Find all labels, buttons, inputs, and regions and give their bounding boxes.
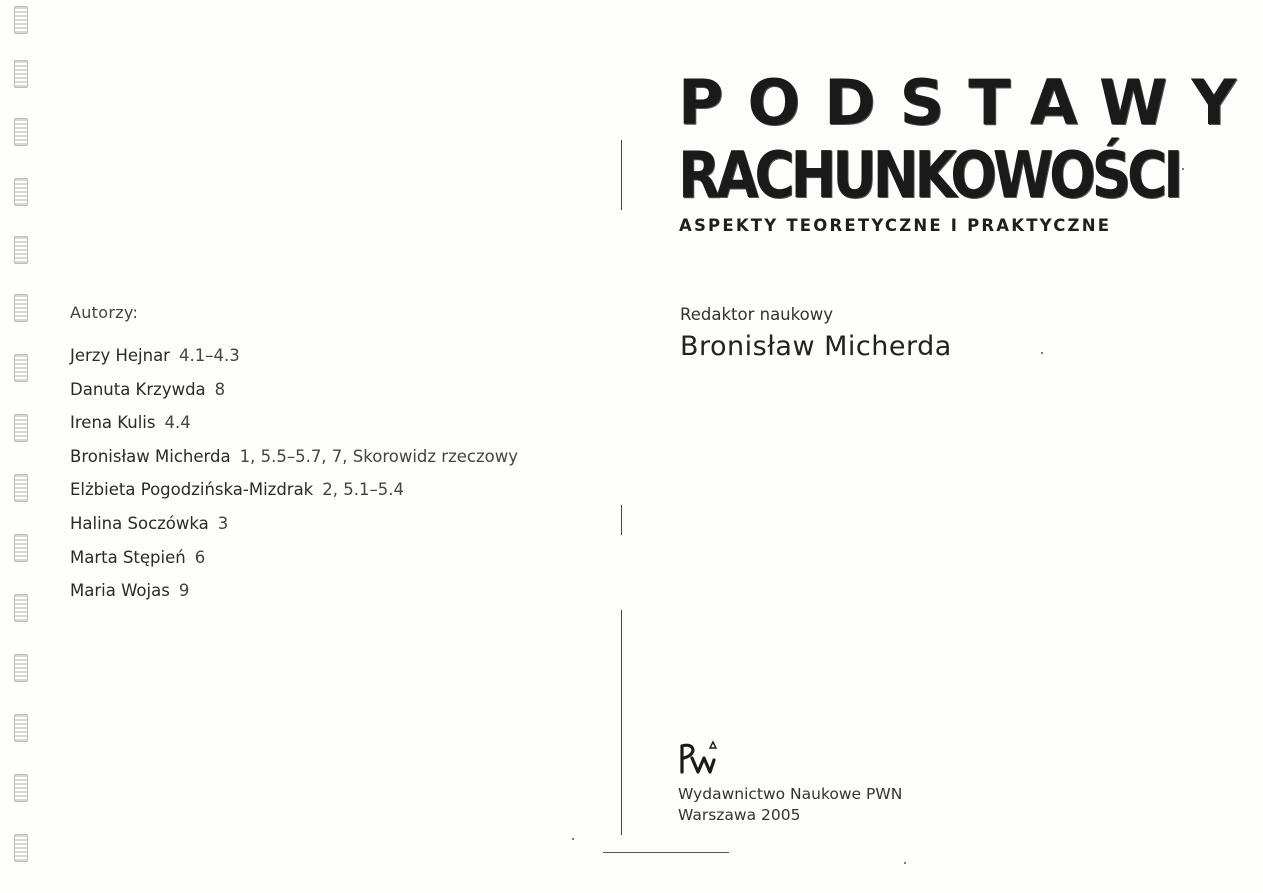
author-row — [70, 480, 518, 514]
author-row — [70, 447, 518, 481]
author-name: Bronisław Micherda — [70, 446, 231, 466]
author-name: Halina Soczówka — [70, 513, 209, 533]
author-name: Maria Wojas — [70, 581, 170, 601]
editor-label: Redaktor naukowy — [680, 305, 833, 324]
page-fold-line — [621, 505, 622, 535]
author-name: Jerzy Hejnar — [70, 346, 170, 365]
author-name: Irena Kulis — [70, 413, 156, 433]
author-chapters: 9 — [178, 581, 190, 601]
author-name: Danuta Krzywda — [70, 379, 206, 399]
publisher-city-year: Warszawa 2005 — [678, 806, 801, 824]
author-row — [70, 514, 518, 548]
page-fold-line — [621, 140, 622, 210]
author-chapters: 1, 5.5–5.7, 7, Skorowidz rzeczowy — [239, 446, 518, 466]
author-chapters: 4.4 — [164, 413, 191, 433]
author-chapters: 6 — [194, 547, 206, 567]
author-chapters: 2, 5.1–5.4 — [322, 480, 404, 500]
editor-name: Bronisław Micherda — [680, 331, 952, 362]
scan-speck — [904, 862, 906, 864]
author-chapters: 3 — [217, 513, 229, 533]
publisher-name: Wydawnictwo Naukowe PWN — [678, 785, 903, 803]
page-fold-line — [621, 610, 622, 835]
pwn-logo-icon — [676, 738, 718, 778]
author-row — [70, 380, 518, 414]
author-chapters: 4.1–4.3 — [178, 346, 240, 365]
book-title-line2: RACHUNKOWOŚCI — [678, 139, 1180, 213]
author-row — [70, 346, 518, 380]
scan-speck — [1041, 352, 1043, 354]
book-subtitle: ASPEKTY TEORETYCZNE I PRAKTYCZNE — [679, 216, 1112, 235]
left-page — [0, 0, 612, 893]
book-title-line1: PODSTAWY — [678, 66, 1261, 139]
author-row — [70, 581, 518, 615]
scan-artifact-line — [603, 852, 729, 853]
author-list — [70, 346, 518, 615]
author-name: Marta Stępień — [70, 547, 186, 567]
scan-speck — [1182, 168, 1184, 170]
author-chapters: 8 — [214, 379, 226, 399]
authors-heading: Autorzy: — [70, 303, 139, 322]
author-name: Elżbieta Pogodzińska-Mizdrak — [70, 480, 314, 500]
author-row — [70, 548, 518, 582]
author-row — [70, 413, 518, 447]
